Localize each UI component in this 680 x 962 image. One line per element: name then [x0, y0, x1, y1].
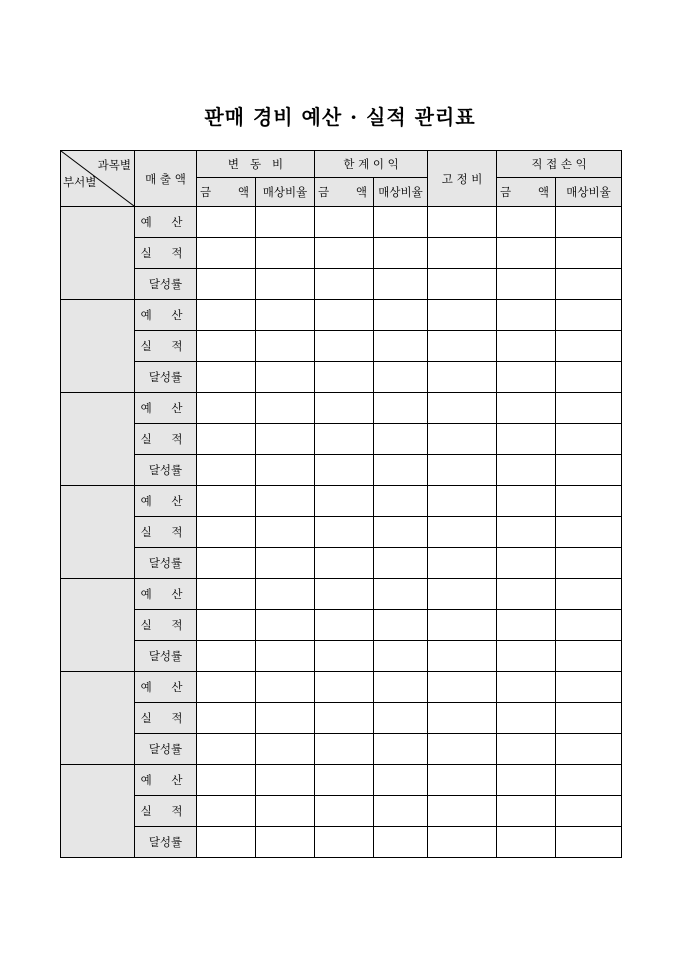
row-label-rate: 달성률 — [135, 734, 197, 765]
row-label-rate: 달성률 — [135, 269, 197, 300]
value-cell[interactable] — [256, 455, 315, 486]
variable-cost-header: 변 동 비 — [197, 151, 315, 178]
row-label-actual: 실 적 — [135, 238, 197, 269]
department-cell[interactable] — [61, 579, 135, 672]
value-cell[interactable] — [497, 424, 556, 455]
row-label-actual: 실 적 — [135, 517, 197, 548]
value-cell[interactable] — [197, 362, 256, 393]
row-label-rate: 달성률 — [135, 362, 197, 393]
value-cell[interactable] — [428, 393, 497, 424]
value-cell[interactable] — [197, 207, 256, 238]
value-cell[interactable] — [374, 362, 428, 393]
value-cell[interactable] — [315, 424, 374, 455]
value-cell[interactable] — [556, 796, 622, 827]
value-cell[interactable] — [428, 765, 497, 796]
table-row — [61, 362, 622, 393]
row-label-actual: 실 적 — [135, 796, 197, 827]
sales-header: 매 출 액 — [135, 151, 197, 207]
marginal-ratio-header: 매상비율 — [374, 178, 428, 207]
value-cell[interactable] — [197, 641, 256, 672]
value-cell[interactable] — [374, 486, 428, 517]
table-row — [61, 672, 622, 703]
value-cell[interactable] — [428, 827, 497, 858]
value-cell[interactable] — [428, 486, 497, 517]
value-cell[interactable] — [556, 579, 622, 610]
value-cell[interactable] — [556, 548, 622, 579]
value-cell[interactable] — [428, 207, 497, 238]
value-cell[interactable] — [256, 486, 315, 517]
value-cell[interactable] — [256, 269, 315, 300]
value-cell[interactable] — [497, 300, 556, 331]
value-cell[interactable] — [197, 393, 256, 424]
value-cell[interactable] — [315, 672, 374, 703]
value-cell[interactable] — [497, 393, 556, 424]
table-row — [61, 548, 622, 579]
department-label: 부서별 — [63, 175, 97, 189]
direct-amount-header: 금 액 — [497, 178, 556, 207]
value-cell[interactable] — [428, 455, 497, 486]
value-cell[interactable] — [556, 424, 622, 455]
value-cell[interactable] — [497, 238, 556, 269]
value-cell[interactable] — [428, 796, 497, 827]
table-row — [61, 424, 622, 455]
header-row-1 — [61, 151, 622, 178]
value-cell[interactable] — [315, 238, 374, 269]
department-cell[interactable] — [61, 765, 135, 858]
value-cell[interactable] — [197, 703, 256, 734]
value-cell[interactable] — [428, 610, 497, 641]
department-cell[interactable] — [61, 300, 135, 393]
value-cell[interactable] — [256, 610, 315, 641]
value-cell[interactable] — [497, 796, 556, 827]
table-row — [61, 393, 622, 424]
value-cell[interactable] — [556, 300, 622, 331]
value-cell[interactable] — [428, 672, 497, 703]
value-cell[interactable] — [556, 734, 622, 765]
value-cell[interactable] — [315, 331, 374, 362]
value-cell[interactable] — [197, 827, 256, 858]
value-cell[interactable] — [556, 455, 622, 486]
value-cell[interactable] — [497, 579, 556, 610]
value-cell[interactable] — [497, 486, 556, 517]
value-cell[interactable] — [428, 548, 497, 579]
value-cell[interactable] — [497, 269, 556, 300]
subject-label: 과목별 — [97, 158, 131, 172]
value-cell[interactable] — [256, 579, 315, 610]
page-title: 판매 경비 예산 · 실적 관리표 — [204, 105, 476, 129]
value-cell[interactable] — [556, 486, 622, 517]
value-cell[interactable] — [315, 517, 374, 548]
value-cell[interactable] — [428, 238, 497, 269]
value-cell[interactable] — [315, 610, 374, 641]
value-cell[interactable] — [197, 548, 256, 579]
value-cell[interactable] — [256, 548, 315, 579]
value-cell[interactable] — [556, 207, 622, 238]
value-cell[interactable] — [497, 827, 556, 858]
value-cell[interactable] — [256, 765, 315, 796]
value-cell[interactable] — [197, 610, 256, 641]
value-cell[interactable] — [428, 424, 497, 455]
value-cell[interactable] — [197, 734, 256, 765]
value-cell[interactable] — [556, 827, 622, 858]
value-cell[interactable] — [197, 455, 256, 486]
row-label-rate: 달성률 — [135, 548, 197, 579]
table-row — [61, 486, 622, 517]
value-cell[interactable] — [497, 641, 556, 672]
value-cell[interactable] — [374, 610, 428, 641]
value-cell[interactable] — [256, 796, 315, 827]
value-cell[interactable] — [197, 765, 256, 796]
value-cell[interactable] — [428, 269, 497, 300]
value-cell[interactable] — [315, 734, 374, 765]
value-cell[interactable] — [374, 424, 428, 455]
marginal-profit-header: 한 계 이 익 — [315, 151, 428, 178]
fixed-cost-header: 고 정 비 — [428, 151, 497, 207]
value-cell[interactable] — [428, 579, 497, 610]
value-cell[interactable] — [256, 238, 315, 269]
value-cell[interactable] — [374, 331, 428, 362]
department-cell[interactable] — [61, 207, 135, 300]
row-label-rate: 달성률 — [135, 827, 197, 858]
value-cell[interactable] — [374, 703, 428, 734]
value-cell[interactable] — [556, 765, 622, 796]
value-cell[interactable] — [256, 300, 315, 331]
table-row — [61, 765, 622, 796]
value-cell[interactable] — [197, 796, 256, 827]
value-cell[interactable] — [556, 703, 622, 734]
value-cell[interactable] — [428, 703, 497, 734]
value-cell[interactable] — [315, 641, 374, 672]
value-cell[interactable] — [315, 300, 374, 331]
value-cell[interactable] — [497, 672, 556, 703]
value-cell[interactable] — [374, 269, 428, 300]
table-row — [61, 517, 622, 548]
value-cell[interactable] — [197, 269, 256, 300]
department-cell[interactable] — [61, 672, 135, 765]
variable-amount-header: 금 액 — [197, 178, 256, 207]
row-label-budget: 예 산 — [135, 300, 197, 331]
value-cell[interactable] — [374, 300, 428, 331]
value-cell[interactable] — [256, 517, 315, 548]
value-cell[interactable] — [556, 362, 622, 393]
value-cell[interactable] — [315, 455, 374, 486]
value-cell[interactable] — [256, 827, 315, 858]
budget-table — [60, 150, 622, 858]
value-cell[interactable] — [315, 827, 374, 858]
value-cell[interactable] — [428, 517, 497, 548]
value-cell[interactable] — [374, 393, 428, 424]
value-cell[interactable] — [256, 362, 315, 393]
value-cell[interactable] — [315, 765, 374, 796]
value-cell[interactable] — [556, 393, 622, 424]
value-cell[interactable] — [197, 300, 256, 331]
value-cell[interactable] — [374, 734, 428, 765]
value-cell[interactable] — [428, 362, 497, 393]
value-cell[interactable] — [315, 269, 374, 300]
marginal-amount-header: 금 액 — [315, 178, 374, 207]
table-row — [61, 238, 622, 269]
row-label-budget: 예 산 — [135, 393, 197, 424]
value-cell[interactable] — [428, 734, 497, 765]
value-cell[interactable] — [556, 238, 622, 269]
table-row — [61, 610, 622, 641]
value-cell[interactable] — [256, 207, 315, 238]
table-row — [61, 734, 622, 765]
value-cell[interactable] — [497, 455, 556, 486]
value-cell[interactable] — [374, 579, 428, 610]
value-cell[interactable] — [315, 486, 374, 517]
value-cell[interactable] — [497, 207, 556, 238]
value-cell[interactable] — [197, 424, 256, 455]
table-row — [61, 455, 622, 486]
variable-ratio-header: 매상비율 — [256, 178, 315, 207]
row-label-budget: 예 산 — [135, 765, 197, 796]
value-cell[interactable] — [374, 455, 428, 486]
table-row — [61, 796, 622, 827]
value-cell[interactable] — [374, 238, 428, 269]
row-label-budget: 예 산 — [135, 672, 197, 703]
row-label-actual: 실 적 — [135, 331, 197, 362]
value-cell[interactable] — [315, 207, 374, 238]
value-cell[interactable] — [197, 672, 256, 703]
value-cell[interactable] — [556, 331, 622, 362]
value-cell[interactable] — [256, 331, 315, 362]
value-cell[interactable] — [374, 548, 428, 579]
value-cell[interactable] — [197, 331, 256, 362]
table-row — [61, 207, 622, 238]
value-cell[interactable] — [256, 734, 315, 765]
table-row — [61, 269, 622, 300]
value-cell[interactable] — [556, 610, 622, 641]
value-cell[interactable] — [256, 672, 315, 703]
value-cell[interactable] — [256, 424, 315, 455]
value-cell[interactable] — [197, 579, 256, 610]
row-label-budget: 예 산 — [135, 579, 197, 610]
row-label-rate: 달성률 — [135, 455, 197, 486]
value-cell[interactable] — [374, 765, 428, 796]
diagonal-header-cell — [61, 151, 135, 207]
row-label-actual: 실 적 — [135, 610, 197, 641]
direct-ratio-header: 매상비율 — [556, 178, 622, 207]
value-cell[interactable] — [256, 393, 315, 424]
value-cell[interactable] — [497, 362, 556, 393]
value-cell[interactable] — [315, 393, 374, 424]
value-cell[interactable] — [256, 641, 315, 672]
value-cell[interactable] — [197, 486, 256, 517]
value-cell[interactable] — [497, 331, 556, 362]
value-cell[interactable] — [374, 207, 428, 238]
value-cell[interactable] — [256, 703, 315, 734]
row-label-rate: 달성률 — [135, 641, 197, 672]
value-cell[interactable] — [374, 672, 428, 703]
value-cell[interactable] — [197, 517, 256, 548]
row-label-budget: 예 산 — [135, 207, 197, 238]
value-cell[interactable] — [315, 703, 374, 734]
value-cell[interactable] — [428, 641, 497, 672]
value-cell[interactable] — [556, 672, 622, 703]
row-label-actual: 실 적 — [135, 424, 197, 455]
value-cell[interactable] — [374, 641, 428, 672]
value-cell[interactable] — [374, 517, 428, 548]
value-cell[interactable] — [197, 238, 256, 269]
value-cell[interactable] — [497, 517, 556, 548]
table-row — [61, 641, 622, 672]
value-cell[interactable] — [315, 548, 374, 579]
row-label-budget: 예 산 — [135, 486, 197, 517]
value-cell[interactable] — [497, 703, 556, 734]
value-cell[interactable] — [497, 548, 556, 579]
value-cell[interactable] — [374, 796, 428, 827]
table-row — [61, 827, 622, 858]
value-cell[interactable] — [497, 734, 556, 765]
value-cell[interactable] — [556, 517, 622, 548]
value-cell[interactable] — [315, 579, 374, 610]
value-cell[interactable] — [315, 362, 374, 393]
value-cell[interactable] — [556, 641, 622, 672]
value-cell[interactable] — [497, 765, 556, 796]
table-row — [61, 331, 622, 362]
table-row — [61, 300, 622, 331]
value-cell[interactable] — [315, 796, 374, 827]
value-cell[interactable] — [428, 331, 497, 362]
department-cell[interactable] — [61, 393, 135, 486]
value-cell[interactable] — [556, 269, 622, 300]
value-cell[interactable] — [428, 300, 497, 331]
table-row — [61, 579, 622, 610]
value-cell[interactable] — [374, 827, 428, 858]
table-row — [61, 703, 622, 734]
direct-profit-header: 직 접 손 익 — [497, 151, 622, 178]
department-cell[interactable] — [61, 486, 135, 579]
value-cell[interactable] — [497, 610, 556, 641]
row-label-actual: 실 적 — [135, 703, 197, 734]
